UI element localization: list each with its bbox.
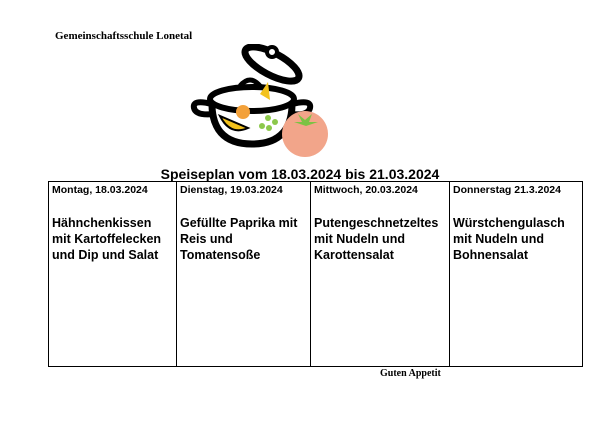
meal-text: Würstchengulasch mit Nudeln und Bohnensalat (453, 216, 565, 262)
meal-text: Putengeschnetzeltes mit Nudeln und Karottensalat (314, 216, 439, 262)
day-cell-wednesday (311, 182, 450, 367)
cooking-pot-icon (190, 44, 340, 159)
carrot-icon (236, 105, 250, 119)
day-label: Mittwoch, 20.03.2024 (314, 184, 418, 196)
day-label: Donnerstag 21.3.2024 (453, 184, 561, 196)
day-label: Dienstag, 19.03.2024 (180, 184, 283, 196)
day-cell-thursday (450, 182, 583, 367)
meal-text: Gefüllte Paprika mit Reis und Tomatensoße (180, 216, 298, 262)
footer-greeting: Guten Appetit (380, 368, 441, 379)
menu-table (48, 181, 583, 367)
tomato-icon (282, 111, 328, 157)
day-cell-tuesday (177, 182, 311, 367)
day-cell-monday (49, 182, 177, 367)
meal-text: Hähnchenkissen mit Kartoffelecken und Dip und Salat (52, 216, 162, 262)
school-name: Gemeinschaftsschule Lonetal (55, 30, 193, 42)
menu-row (49, 182, 583, 367)
day-label: Montag, 18.03.2024 (52, 184, 148, 196)
menu-title: Speiseplan vom 18.03.2024 bis 21.03.2024 (160, 166, 440, 182)
